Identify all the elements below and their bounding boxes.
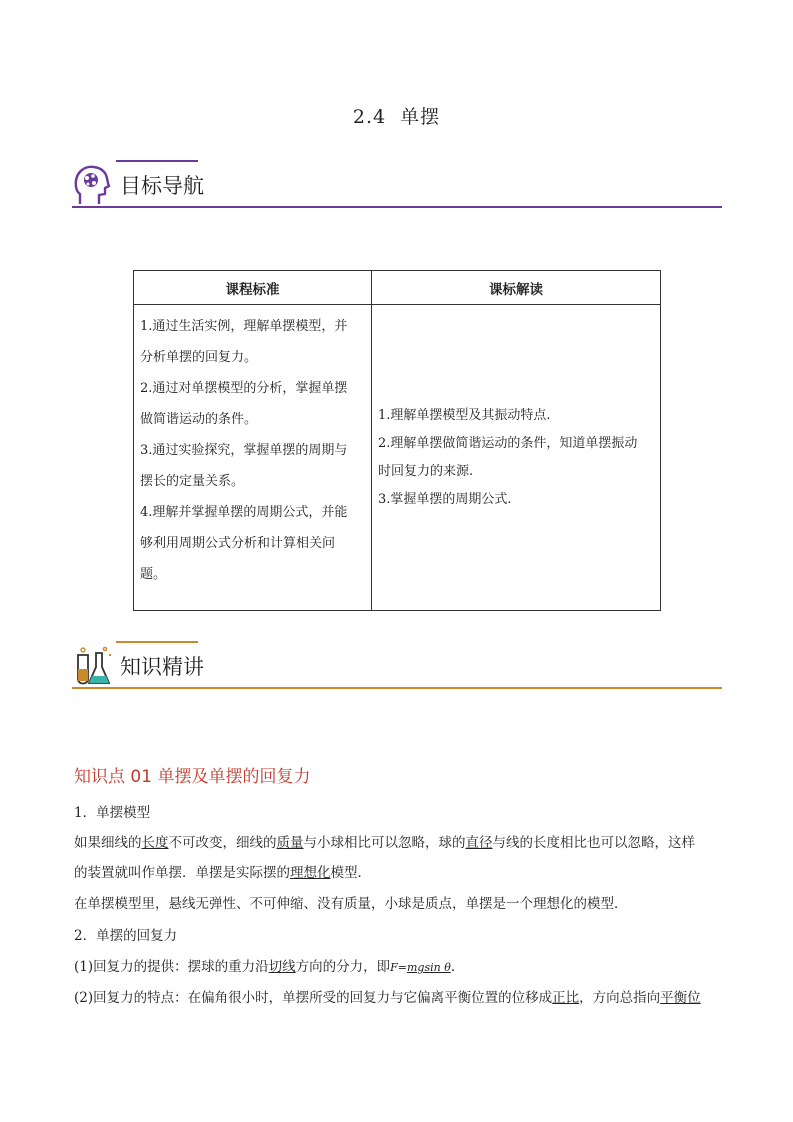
underlined-term: 质量 <box>276 835 304 851</box>
table-header-row <box>134 271 661 305</box>
header-underline <box>72 687 722 689</box>
table-row <box>134 305 661 611</box>
underlined-term: 直径 <box>465 835 493 851</box>
formula: F= <box>390 961 407 974</box>
underlined-term: 平衡位 <box>660 990 701 1006</box>
flask-icon <box>72 645 114 689</box>
text-span: 与小球相比可以忽略，球的 <box>303 835 466 851</box>
text-span: (1)回复力的提供：摆球的重力沿 <box>74 959 269 975</box>
text-span: (2)回复力的特点：在偏角很小时，单摆所受的回复力与它偏离平衡位置的位移成 <box>74 990 553 1006</box>
text-span: 如果细线的 <box>74 835 142 851</box>
text-span: 不可改变，细线的 <box>168 835 277 851</box>
subheading: 1．单摆模型 <box>74 805 151 821</box>
list-item: 2.通过对单摆模型的分析，掌握单摆 <box>140 381 348 396</box>
paragraph-line <box>74 831 695 851</box>
list-item: 做简谐运动的条件。 <box>140 412 258 427</box>
underlined-term: 理想化 <box>290 865 331 881</box>
underlined-term: 长度 <box>141 835 169 851</box>
knowledge-point-title: 知识点 01 单摆及单摆的回复力 <box>74 767 311 787</box>
subheading: 2．单摆的回复力 <box>74 928 178 944</box>
section-title: 单摆 <box>400 106 441 128</box>
page-title <box>0 102 793 129</box>
brain-head-icon <box>72 164 112 208</box>
text-span: 方向的分力，即 <box>295 959 391 975</box>
knowledge-header <box>72 641 722 689</box>
section-label: 知识精讲 <box>120 655 204 679</box>
list-item: 够利用周期公式分析和计算相关问 <box>140 536 336 551</box>
text-span: ． <box>450 959 465 975</box>
header-underline <box>72 206 722 208</box>
list-item: 分析单摆的回复力。 <box>140 350 258 365</box>
paragraph-line <box>74 955 464 975</box>
header-accent-line <box>116 641 198 643</box>
text-span: ，方向总指向 <box>579 990 661 1006</box>
list-item: 3.掌握单摆的周期公式. <box>378 491 512 507</box>
paragraph-line <box>74 861 371 881</box>
curriculum-table <box>133 270 661 611</box>
header-accent-line <box>116 160 198 162</box>
list-item: 4.理解并掌握单摆的周期公式，并能 <box>140 505 348 520</box>
text-span: 的装置就叫作单摆．单摆是实际摆的 <box>74 865 290 881</box>
underlined-term: 切线 <box>268 959 296 975</box>
text-span: 模型． <box>330 865 371 881</box>
list-item: 摆长的定量关系。 <box>140 474 245 489</box>
table-header: 课标解读 <box>372 271 661 305</box>
list-item: 2.理解单摆做简谐运动的条件，知道单摆振动 <box>378 435 638 451</box>
goal-nav-header <box>72 160 722 208</box>
list-item: 题。 <box>140 567 167 582</box>
paragraph-line: 在单摆模型里，悬线无弹性、不可伸缩、没有质量，小球是质点，单摆是一个理想化的模型． <box>74 896 628 912</box>
list-item: 1.理解单摆模型及其振动特点. <box>378 407 551 423</box>
list-item: 3.通过实验探究，掌握单摆的周期与 <box>140 443 348 458</box>
list-item: 1.通过生活实例，理解单摆模型，并 <box>140 319 348 334</box>
formula-underlined: mgsin θ <box>406 961 451 974</box>
underlined-term: 正比 <box>552 990 580 1006</box>
table-cell-standard <box>134 305 372 611</box>
table-cell-interpretation <box>372 305 661 611</box>
table-header: 课程标准 <box>134 271 372 305</box>
list-item: 时回复力的来源. <box>378 463 474 479</box>
paragraph-line <box>74 986 701 1006</box>
text-span: 与线的长度相比也可以忽略，这样 <box>492 835 695 851</box>
section-number: 2.4 <box>352 106 387 128</box>
section-label: 目标导航 <box>120 174 204 198</box>
